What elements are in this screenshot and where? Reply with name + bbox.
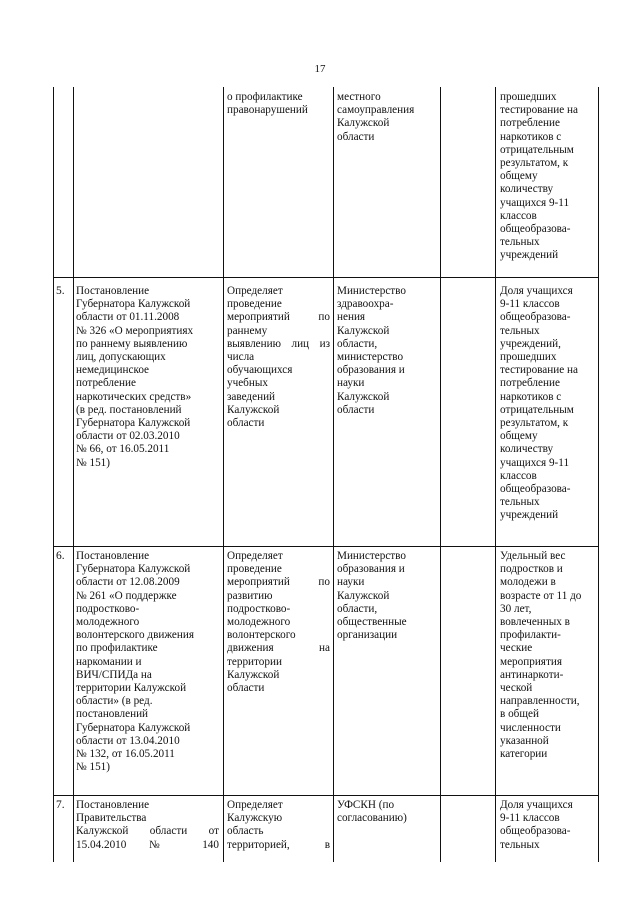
indicator-text-line: учреждений — [500, 509, 559, 522]
executor-text-line: Министерство — [337, 550, 406, 562]
document-text-line: № 261 «О поддержке — [76, 589, 177, 602]
indicator-text-line: количеству — [500, 183, 554, 196]
indicator-text-line: в общей — [500, 708, 539, 721]
column-border — [223, 87, 224, 862]
purpose-text-line: проведение — [227, 563, 282, 576]
indicator-text-line: тельных — [500, 236, 540, 249]
indicator-text-line: возрасте от 11 до — [500, 589, 582, 602]
purpose-text-line: Калужскую — [227, 812, 283, 825]
executor-text-line: Калужской — [337, 117, 390, 130]
column-border — [495, 87, 496, 862]
indicator-text-line: потребление — [500, 377, 560, 390]
executor-text-line: области — [337, 403, 375, 416]
purpose-text-line: числа — [227, 351, 255, 363]
document-text-line: наркомании и — [76, 655, 142, 668]
document-text-line: № 151) — [76, 456, 110, 469]
row-number: 6. — [56, 550, 65, 562]
indicator-text-line: общеобразова- — [500, 825, 571, 838]
purpose-text-line: заведений — [227, 390, 276, 403]
executor-text-line: министерство — [337, 351, 404, 363]
page-number: 17 — [314, 63, 326, 75]
document-text-line: наркотических средств» — [76, 390, 192, 403]
indicator-text-line: общему — [500, 430, 538, 443]
row-number: 5. — [56, 285, 65, 297]
indicator-text-line: учащихся 9-11 — [500, 456, 570, 469]
document-text-line: немедицинское — [76, 364, 150, 377]
executor-text-line: самоуправления — [337, 104, 415, 117]
executor-text-line: области, — [337, 337, 378, 350]
document-text-line: области от 12.08.2009 — [76, 576, 180, 589]
indicator-text-line: тельных — [500, 838, 540, 851]
executor-text-line: области, — [337, 602, 378, 615]
document-text-line: Губернатора Калужской — [76, 721, 191, 734]
document-text-line: области от 01.11.2008 — [76, 311, 180, 324]
indicator-text-line: результатом, к — [500, 417, 569, 429]
document-text-line: волонтерского движения — [76, 629, 195, 642]
executor-text-line: организации — [337, 629, 398, 642]
document-text-line: постановлений — [76, 708, 149, 721]
indicator-text-line: Доля учащихся — [500, 799, 573, 811]
indicator-text-line: ческие — [500, 642, 533, 655]
purpose-text-line: Определяет — [227, 799, 283, 811]
row-number: 7. — [56, 799, 65, 811]
indicator-text-line: учреждений — [500, 249, 559, 262]
document-text-line: лиц, допускающих — [76, 351, 166, 363]
executor-text-line: Калужской — [337, 589, 390, 602]
purpose-text-line: обучающихся — [227, 364, 293, 377]
purpose-text-line: волонтерского — [227, 629, 296, 642]
executor-text-line: науки — [337, 377, 365, 390]
purpose-text-line: проведение — [227, 298, 282, 311]
column-border — [598, 87, 599, 862]
document-text-line: Калужской области от — [76, 825, 219, 838]
indicator-text-line: прошедших — [500, 91, 557, 103]
indicator-text-line: количеству — [500, 443, 554, 456]
executor-text-line: УФСКН (по — [337, 799, 395, 811]
purpose-text-line: мероприятий по — [227, 311, 330, 324]
row-border — [53, 277, 599, 278]
document-text-line: 15.04.2010 № 140 — [76, 838, 219, 851]
indicator-text-line: классов — [500, 469, 537, 482]
executor-text-line: области — [337, 130, 375, 143]
document-text-line: подростково- — [76, 602, 140, 615]
purpose-text-line: Калужской — [227, 403, 280, 416]
document-text-line: потребление — [76, 377, 136, 390]
purpose-text-line: раннему — [227, 324, 268, 337]
document-text-line: области от 02.03.2010 — [76, 430, 180, 443]
document-text-line: Постановление — [76, 799, 150, 811]
purpose-text-line: молодежного — [227, 616, 291, 628]
purpose-text-line: выявлению лиц из — [227, 337, 330, 350]
document-text-line: Постановление — [76, 550, 150, 562]
document-text-line: Правительства — [76, 812, 147, 825]
column-border — [440, 87, 441, 862]
indicator-text-line: тестирование на — [500, 364, 578, 377]
column-border — [333, 87, 334, 862]
document-text-line: Постановление — [76, 285, 150, 297]
row-border — [53, 795, 599, 796]
executor-text-line: Министерство — [337, 285, 406, 297]
indicator-text-line: антинаркоти- — [500, 668, 564, 681]
indicator-text-line: профилакти- — [500, 629, 561, 642]
indicator-text-line: общеобразова- — [500, 311, 571, 324]
purpose-text-line: территорией, в — [227, 838, 330, 851]
executor-text-line: общественные — [337, 616, 407, 628]
indicator-text-line: мероприятия — [500, 655, 562, 668]
indicator-text-line: тельных — [500, 496, 540, 509]
indicator-text-line: классов — [500, 209, 537, 222]
indicator-text-line: Удельный вес — [500, 550, 566, 562]
document-text-line: по раннему выявлению — [76, 337, 188, 350]
purpose-text-line: область — [227, 825, 264, 838]
purpose-text-line: движения на — [227, 642, 330, 655]
purpose-text-line: развитию — [227, 589, 273, 602]
executor-text-line: Калужской — [337, 324, 390, 337]
executor-text-line: науки — [337, 576, 365, 589]
indicator-text-line: тельных — [500, 324, 540, 337]
indicator-text-line: потребление — [500, 117, 560, 130]
indicator-text-line: направленности, — [500, 695, 580, 708]
indicator-text-line: наркотиков с — [500, 130, 562, 143]
executor-text-line: нения — [337, 311, 366, 324]
purpose-text-line: о профилактике — [227, 91, 303, 103]
indicator-text-line: 9-11 классов — [500, 812, 560, 825]
indicator-text-line: общему — [500, 170, 538, 183]
indicator-text-line: ческой — [500, 682, 533, 694]
indicator-text-line: отрицательным — [500, 403, 574, 416]
indicator-text-line: 30 лет, — [500, 602, 532, 615]
purpose-text-line: мероприятий по — [227, 576, 330, 589]
document-text-line: Губернатора Калужской — [76, 298, 191, 311]
document-text-line: молодежного — [76, 616, 140, 628]
purpose-text-line: области — [227, 682, 265, 694]
executor-text-line: согласованию) — [337, 812, 407, 825]
document-text-line: Губернатора Калужской — [76, 417, 191, 429]
document-text-line: № 151) — [76, 761, 110, 774]
purpose-text-line: учебных — [227, 377, 268, 390]
indicator-text-line: подростков и — [500, 563, 563, 576]
document-text-line: Губернатора Калужской — [76, 563, 191, 576]
document-text-line: ВИЧ/СПИДа на — [76, 668, 152, 681]
document-text-line: по профилактике — [76, 642, 158, 655]
indicator-text-line: молодежи в — [500, 576, 556, 589]
purpose-text-line: Определяет — [227, 285, 283, 297]
indicator-text-line: учреждений, — [500, 337, 561, 350]
executor-text-line: здравоохра- — [337, 298, 394, 311]
document-text-line: территории Калужской — [76, 682, 187, 694]
purpose-text-line: правонарушений — [227, 104, 308, 117]
document-text-line: № 132, от 16.05.2011 — [76, 748, 175, 760]
indicator-text-line: категории — [500, 748, 548, 760]
indicator-text-line: учащихся 9-11 — [500, 196, 570, 209]
indicator-text-line: Доля учащихся — [500, 285, 573, 297]
indicator-text-line: тестирование на — [500, 104, 578, 117]
indicator-text-line: 9-11 классов — [500, 298, 560, 311]
indicator-text-line: результатом, к — [500, 157, 569, 169]
document-text-line: области» (в ред. — [76, 695, 153, 708]
document-text-line: № 66, от 16.05.2011 — [76, 443, 170, 456]
indicator-text-line: общеобразова- — [500, 483, 571, 495]
row-border — [53, 546, 599, 547]
indicator-text-line: вовлеченных в — [500, 616, 570, 628]
executor-text-line: образования и — [337, 364, 405, 377]
document-text-line: № 326 «О мероприятиях — [76, 324, 194, 337]
executor-text-line: Калужской — [337, 390, 390, 403]
indicator-text-line: общеобразова- — [500, 223, 571, 235]
purpose-text-line: подростково- — [227, 602, 291, 615]
purpose-text-line: Определяет — [227, 550, 283, 562]
column-border — [73, 87, 74, 862]
document-text-line: области от 13.04.2010 — [76, 734, 180, 747]
executor-text-line: местного — [337, 91, 381, 103]
indicator-text-line: отрицательным — [500, 143, 574, 156]
purpose-text-line: территории — [227, 655, 282, 668]
indicator-text-line: указанной — [500, 734, 549, 747]
document-text-line: (в ред. постановлений — [76, 403, 182, 416]
purpose-text-line: Калужской — [227, 668, 280, 681]
indicator-text-line: наркотиков с — [500, 390, 562, 403]
purpose-text-line: области — [227, 417, 265, 429]
indicator-text-line: прошедших — [500, 351, 557, 363]
column-border — [53, 87, 54, 862]
executor-text-line: образования и — [337, 563, 405, 576]
indicator-text-line: численности — [500, 721, 561, 734]
